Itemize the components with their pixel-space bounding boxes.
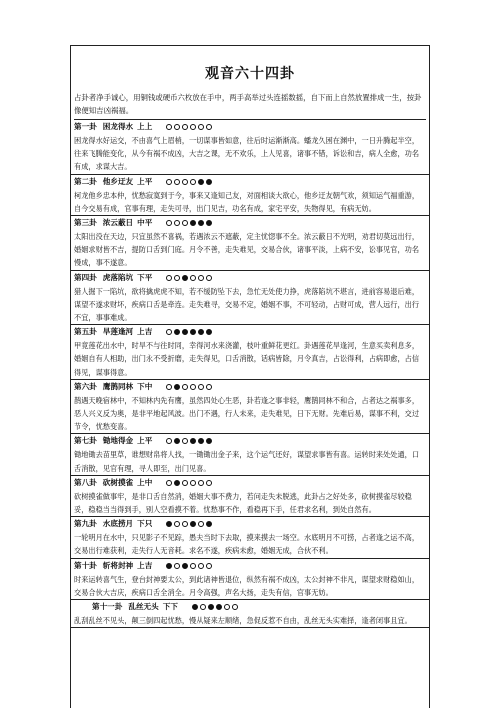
open-circle-icon [198, 563, 204, 569]
hexagram-name: 斩将封神 [102, 560, 134, 570]
open-circle-icon [190, 275, 196, 281]
open-circle-icon [206, 275, 212, 281]
hexagram-text: 猎人掘下一陷坑，欲将擒虎虎不知，若不缓防坠下去，急忙无处使力挣，虎落陷坑不堪言，进前容易退后难，谋望不遂求财坏，疾病口舌是牵连。走失难寻，交易不定，婚姻不事，不可轻动，占财可成，营人远行，出行不宜，事事难成。 [74, 286, 420, 323]
intro-paragraph: 占卦者净手诚心，用铜钱或硬币六枚放在手中，两手高举过头连摇数摇，自下而上自然放置排成一生，按卦像便知吉凶祸福。 [74, 91, 426, 120]
hexagram-number: 第十卦 [74, 560, 97, 570]
hexagram-text: 鹊遇天晚宿林中，不知林内先有鹰，虽然四处心生恶，卦若逢之事非轻，鹰鹊同林不和合，占者达之祸事多，恶人兴义反为奥，是非平地起风波。出门不遇，行人未来，走失难见，日下无财。先难后易，谋事不利，交过节令，忧愁变喜。 [74, 395, 420, 432]
open-circle-icon [174, 179, 180, 185]
open-circle-icon [206, 563, 212, 569]
open-circle-icon [166, 220, 172, 226]
hexagram-name: 旱莲逢河 [102, 327, 134, 337]
filled-circle-icon [206, 521, 212, 527]
filled-circle-icon [190, 220, 196, 226]
hexagram-name: 锄地得金 [102, 436, 134, 446]
filled-circle-icon [190, 438, 196, 444]
open-circle-icon [190, 179, 196, 185]
filled-circle-icon [192, 604, 198, 610]
hexagram-entry [71, 325, 429, 380]
open-circle-icon [198, 521, 204, 527]
page-title: 观音六十四卦 [205, 66, 295, 82]
open-circle-icon [166, 124, 172, 130]
hexagram-name: 浓云蔽日 [102, 218, 134, 228]
filled-circle-icon [198, 438, 204, 444]
hexagram-number: 第七卦 [74, 436, 97, 446]
open-circle-icon [190, 384, 196, 390]
open-circle-icon [174, 563, 180, 569]
filled-circle-icon [216, 604, 222, 610]
hexagram-header [74, 120, 426, 134]
filled-circle-icon [182, 563, 188, 569]
hexagram-grade: 上中 [137, 477, 153, 487]
hexagram-number: 第八卦 [74, 477, 97, 487]
hexagram-grade: 中平 [137, 218, 153, 228]
hexagram-entry [71, 120, 429, 175]
hexagram-header [74, 271, 426, 285]
hexagram-grade: 上吉 [137, 560, 153, 570]
hexagram-grade: 下平 [137, 272, 153, 282]
open-circle-icon [182, 124, 188, 130]
hexagram-number: 第十一卦 [92, 602, 123, 612]
hexagram-text: 锄地锄去苗里草，谁想财帛将人找，一锄锄出金子来，这个运气还好，谋望求事皆有喜。运转时来处处通，口舌消散，见官有理，寻人即至，出门见喜。 [74, 450, 420, 473]
coin-pattern [166, 275, 212, 281]
filled-circle-icon [198, 329, 204, 335]
coin-pattern [166, 124, 212, 130]
hexagram-number: 第五卦 [74, 327, 97, 337]
coin-pattern [166, 563, 212, 569]
hexagram-name: 砍树摸雀 [102, 477, 134, 487]
open-circle-icon [232, 604, 238, 610]
hexagram-number: 第三卦 [74, 218, 97, 228]
hexagram-entry [71, 517, 429, 558]
filled-circle-icon [198, 220, 204, 226]
hexagram-header [74, 600, 426, 614]
open-circle-icon [174, 220, 180, 226]
coin-pattern [166, 480, 212, 486]
open-circle-icon [224, 604, 230, 610]
open-circle-icon [166, 179, 172, 185]
open-circle-icon [182, 220, 188, 226]
hexagram-name: 鹰鹊同林 [102, 381, 134, 391]
hexagram-text: 柯龙他乡忠本仲，忧愁寂寞到于今，事来又逢知己友，对面相谈大欲心，他乡迂友朝气欢，须知运气福重游，自今交易有成，官事有理，走失可寻，出门见吉，功名有成，家宅平安，失物得见，有病无妨。 [74, 190, 420, 213]
coin-pattern [166, 521, 212, 527]
coin-pattern [166, 220, 212, 226]
hexagram-grade: 上平 [137, 176, 153, 186]
hexagram-entry [71, 434, 429, 475]
hexagram-header [74, 325, 426, 339]
open-circle-icon [182, 480, 188, 486]
open-circle-icon [206, 480, 212, 486]
filled-circle-icon [174, 384, 180, 390]
open-circle-icon [198, 384, 204, 390]
hexagram-entry [71, 476, 429, 517]
filled-circle-icon [166, 563, 172, 569]
coin-pattern [192, 604, 238, 610]
hexagram-text: 困龙得水好运交，不由喜气上眉梢，一切谋事皆如意，往后时运渐渐高。蟠龙久困在渊中，一日升腾起半空，往来飞腾能变化，从今有祸不成凶，大吉之课，无不欢乐，上人见喜，诸事不错，诉讼和吉，病人全愈，功名有成，求谋大吉。 [74, 136, 420, 172]
open-circle-icon [198, 275, 204, 281]
hexagram-text: 砍树摸雀做事牢，是非口舌自然消，婚姻大事不费力，若问走失未脱逃，此卦占之好处多，砍树摸雀尽较稳妥，稳稳当当得到手，别人空看摸不着。忧愁事不作，看稳再下手，任君求名利，到处自然有。 [74, 491, 412, 515]
open-circle-icon [198, 124, 204, 130]
hexagram-grade: 下下 [162, 602, 178, 612]
filled-circle-icon [208, 604, 214, 610]
filled-circle-icon [198, 179, 204, 185]
hexagram-name: 水底捞月 [102, 519, 134, 529]
open-circle-icon [206, 124, 212, 130]
open-circle-icon [182, 438, 188, 444]
open-circle-icon [182, 521, 188, 527]
hexagram-grade: 下中 [137, 381, 153, 391]
hexagram-text: 太阳出没在天边，只宜虽然不喜祸，若遇浓云不遮蔽，定主忧惚事不全。浓云蔽日不光明，劝君切莫远出行，婚姻求财皆不吉，提防口舌到门庭。月令不善，走失难见，交易合伙，诸事平淡，上病不安，讼事见官，功名慢成，事不遂意。 [74, 232, 420, 268]
open-circle-icon [166, 275, 172, 281]
hexagram-name: 虎落陷坑 [102, 272, 134, 282]
hexagram-entry [71, 559, 429, 600]
hexagram-list [71, 120, 429, 628]
document-frame [70, 45, 430, 708]
filled-circle-icon [206, 438, 212, 444]
filled-circle-icon [182, 275, 188, 281]
filled-circle-icon [174, 329, 180, 335]
hexagram-entry [71, 380, 429, 435]
open-circle-icon [190, 480, 196, 486]
hexagram-entry [71, 175, 429, 216]
filled-circle-icon [206, 220, 212, 226]
hexagram-text: 时来运转喜气生，登台封神要太公，到此诸神皆退位，纵然有祸不成凶，太公封神不非凡，谋望求财稳如山，交易合伙大吉庆，疾病口舌全消全。月令高强，声名大扬，走失有信，官事无妨。 [74, 574, 420, 597]
hexagram-name: 乱丝无头 [128, 602, 159, 612]
filled-circle-icon [206, 329, 212, 335]
filled-circle-icon [206, 179, 212, 185]
open-circle-icon [182, 384, 188, 390]
hexagram-header [74, 380, 426, 394]
hexagram-name: 他乡迂友 [102, 176, 134, 186]
filled-circle-icon [174, 480, 180, 486]
coin-pattern [166, 384, 212, 390]
open-circle-icon [198, 480, 204, 486]
hexagram-grade: 上平 [137, 436, 153, 446]
open-circle-icon [174, 124, 180, 130]
open-circle-icon [200, 604, 206, 610]
coin-pattern [166, 329, 212, 335]
filled-circle-icon [190, 521, 196, 527]
hexagram-entry [71, 271, 429, 326]
hexagram-header [74, 476, 426, 490]
hexagram-grade: 上上 [137, 122, 153, 131]
filled-circle-icon [190, 329, 196, 335]
hexagram-number: 第六卦 [74, 381, 97, 391]
hexagram-number: 第四卦 [74, 272, 97, 282]
hexagram-header [74, 175, 426, 189]
hexagram-header [74, 434, 426, 448]
hexagram-text: 一轮明月在水中，只见影子不见踪，愚夫当时下去取，摸来摸去一场空。水底明月不可捞，占者逢之运不高，交易出行难获利，走失行人无音耗。求名不遂，疾病未愈，婚姻无成，合伙不利。 [74, 533, 420, 556]
filled-circle-icon [182, 329, 188, 335]
hexagram-text: 甲竟莲花出水中，时旱不与往时同，幸得河水来浇灌，枝叶重鲜花更红。卦遇莲花旱逢河，生意买卖利息多，婚姻自有人相助，出门永不受折磨，走失得见，口舌消散，话病皆除，月令真吉，占讼得利，占病即愈，占信得见，谋事得意。 [74, 341, 420, 377]
open-circle-icon [166, 438, 172, 444]
hexagram-header [74, 517, 426, 531]
open-circle-icon [174, 275, 180, 281]
filled-circle-icon [174, 438, 180, 444]
hexagram-number: 第二卦 [74, 176, 97, 186]
hexagram-header [74, 216, 426, 230]
hexagram-grade: 下只 [137, 519, 153, 529]
open-circle-icon [206, 384, 212, 390]
hexagram-entry [71, 600, 429, 628]
open-circle-icon [166, 329, 172, 335]
hexagram-number: 第九卦 [74, 519, 97, 529]
hexagram-header [74, 559, 426, 573]
open-circle-icon [182, 179, 188, 185]
open-circle-icon [174, 521, 180, 527]
open-circle-icon [190, 124, 196, 130]
open-circle-icon [190, 563, 196, 569]
hexagram-number: 第一卦 [74, 122, 97, 131]
hexagram-name: 困龙得水 [102, 122, 134, 131]
hexagram-grade: 上吉 [137, 327, 153, 337]
hexagram-entry [71, 216, 429, 271]
hexagram-text: 乱刮乱丝不见头，颠三倒四起忧愁，慢从疑来左顺绪，急促反惹不自由，乱丝无头实难择，逢者闭事且宜。 [74, 616, 412, 626]
coin-pattern [166, 438, 212, 444]
open-circle-icon [166, 480, 172, 486]
open-circle-icon [166, 384, 172, 390]
filled-circle-icon [166, 521, 172, 527]
coin-pattern [166, 179, 212, 185]
